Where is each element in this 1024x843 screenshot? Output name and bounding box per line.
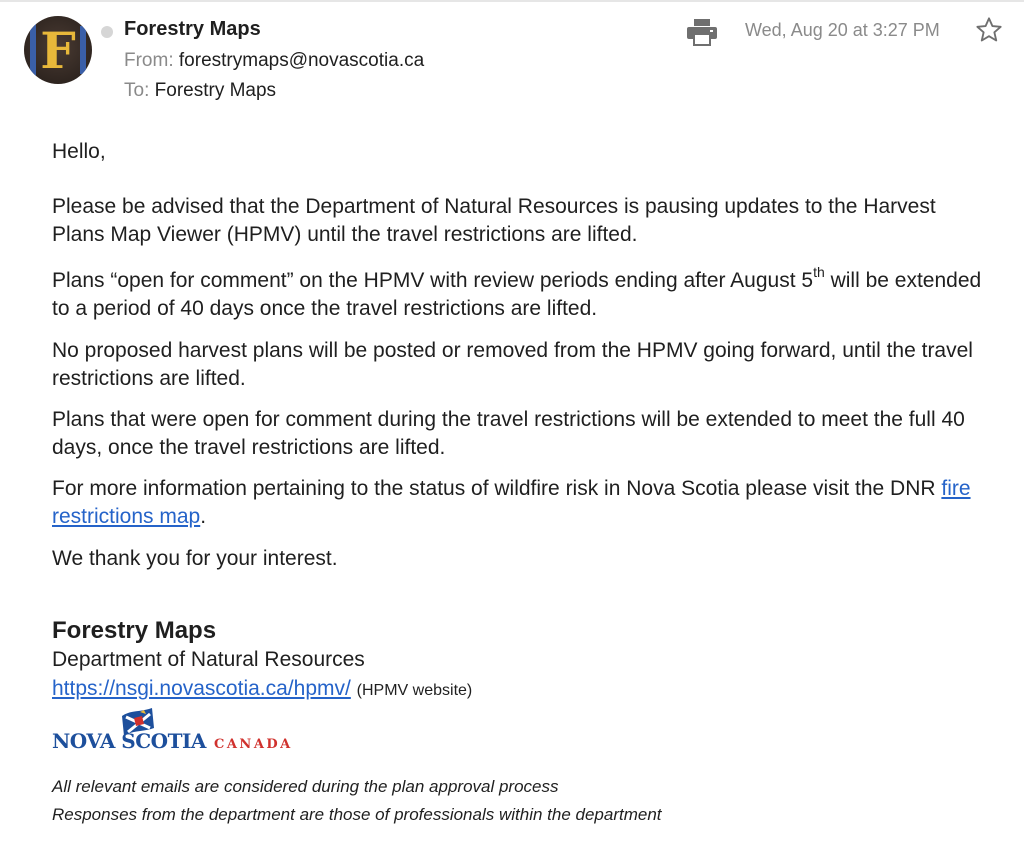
paragraph-1 [52,193,992,249]
printer-icon [686,18,718,46]
paragraph-2-part-b: will be extended to a period of 40 days once the travel restrictions are lifted. [52,269,982,320]
greeting [52,138,992,166]
paragraph-4 [52,406,992,462]
paragraph-2-text [52,264,992,323]
to-line [124,80,276,102]
paragraph-3-text: No proposed harvest plans will be posted or removed from the HPMV going forward, until the travel restrictions are lifted. [52,339,973,390]
ordinal-suffix: th [813,264,825,280]
footer-disclaimer-1: All relevant emails are considered during the plan approval process [52,777,559,796]
sender-avatar[interactable] [24,16,92,84]
sender-name: Forestry Maps [124,18,261,40]
star-button[interactable] [975,16,1003,44]
paragraph-2-part-a: Plans “open for comment” on the HPMV with review periods ending after August 5 [52,269,814,292]
paragraph-5-text [52,475,992,531]
paragraph-6 [52,545,992,573]
to-label: To: [124,80,150,101]
paragraph-5 [52,475,992,531]
greeting-text: Hello, [52,140,106,163]
logo-main-text: NOVA SCOTIA [52,729,206,753]
signature-department: Department of Natural Resources [52,648,365,671]
fire-restrictions-map-link[interactable]: fire restrictions map [52,477,971,528]
hpmv-website-link[interactable]: https://nsgi.novascotia.ca/hpmv/ [52,677,351,700]
logo-sub-text: CANADA [214,737,293,752]
paragraph-1-text: Please be advised that the Department of Natural Resources is pausing updates to the Harvest Plans Map Viewer (HPMV) until the travel restrictions are lifted. [52,195,936,246]
avatar-letter: F [40,21,76,80]
signature-url-line [52,677,472,701]
closing-text: We thank you for your interest. [52,547,338,570]
to-recipient[interactable]: Forestry Maps [154,80,277,101]
avatar-image [24,16,92,84]
paragraph-3 [52,337,992,393]
footer-disclaimer-2: Responses from the department are those of professionals within the department [52,805,662,824]
from-address[interactable]: forestrymaps@novascotia.ca [178,50,425,71]
message-date: Wed, Aug 20 at 3:27 PM [745,20,940,40]
top-divider [0,0,1024,2]
nova-scotia-logo-graphic [50,708,310,754]
nova-scotia-logo [50,708,310,754]
from-line [124,50,424,72]
paragraph-2 [52,264,992,323]
print-button[interactable] [686,18,718,46]
from-label: From: [124,50,174,71]
paragraph-4-text: Plans that were open for comment during the travel restrictions will be extended to meet the full 40 days, once the travel restrictions are lifted. [52,408,965,459]
unread-indicator [101,26,113,38]
signature-name: Forestry Maps [52,617,217,644]
star-outline-icon [975,16,1003,44]
paragraph-5-part-b: . [200,505,207,528]
paragraph-5-part-a: For more information pertaining to the status of wildfire risk in Nova Scotia please visit the DNR [52,477,942,500]
hpmv-website-note: (HPMV website) [356,682,473,699]
